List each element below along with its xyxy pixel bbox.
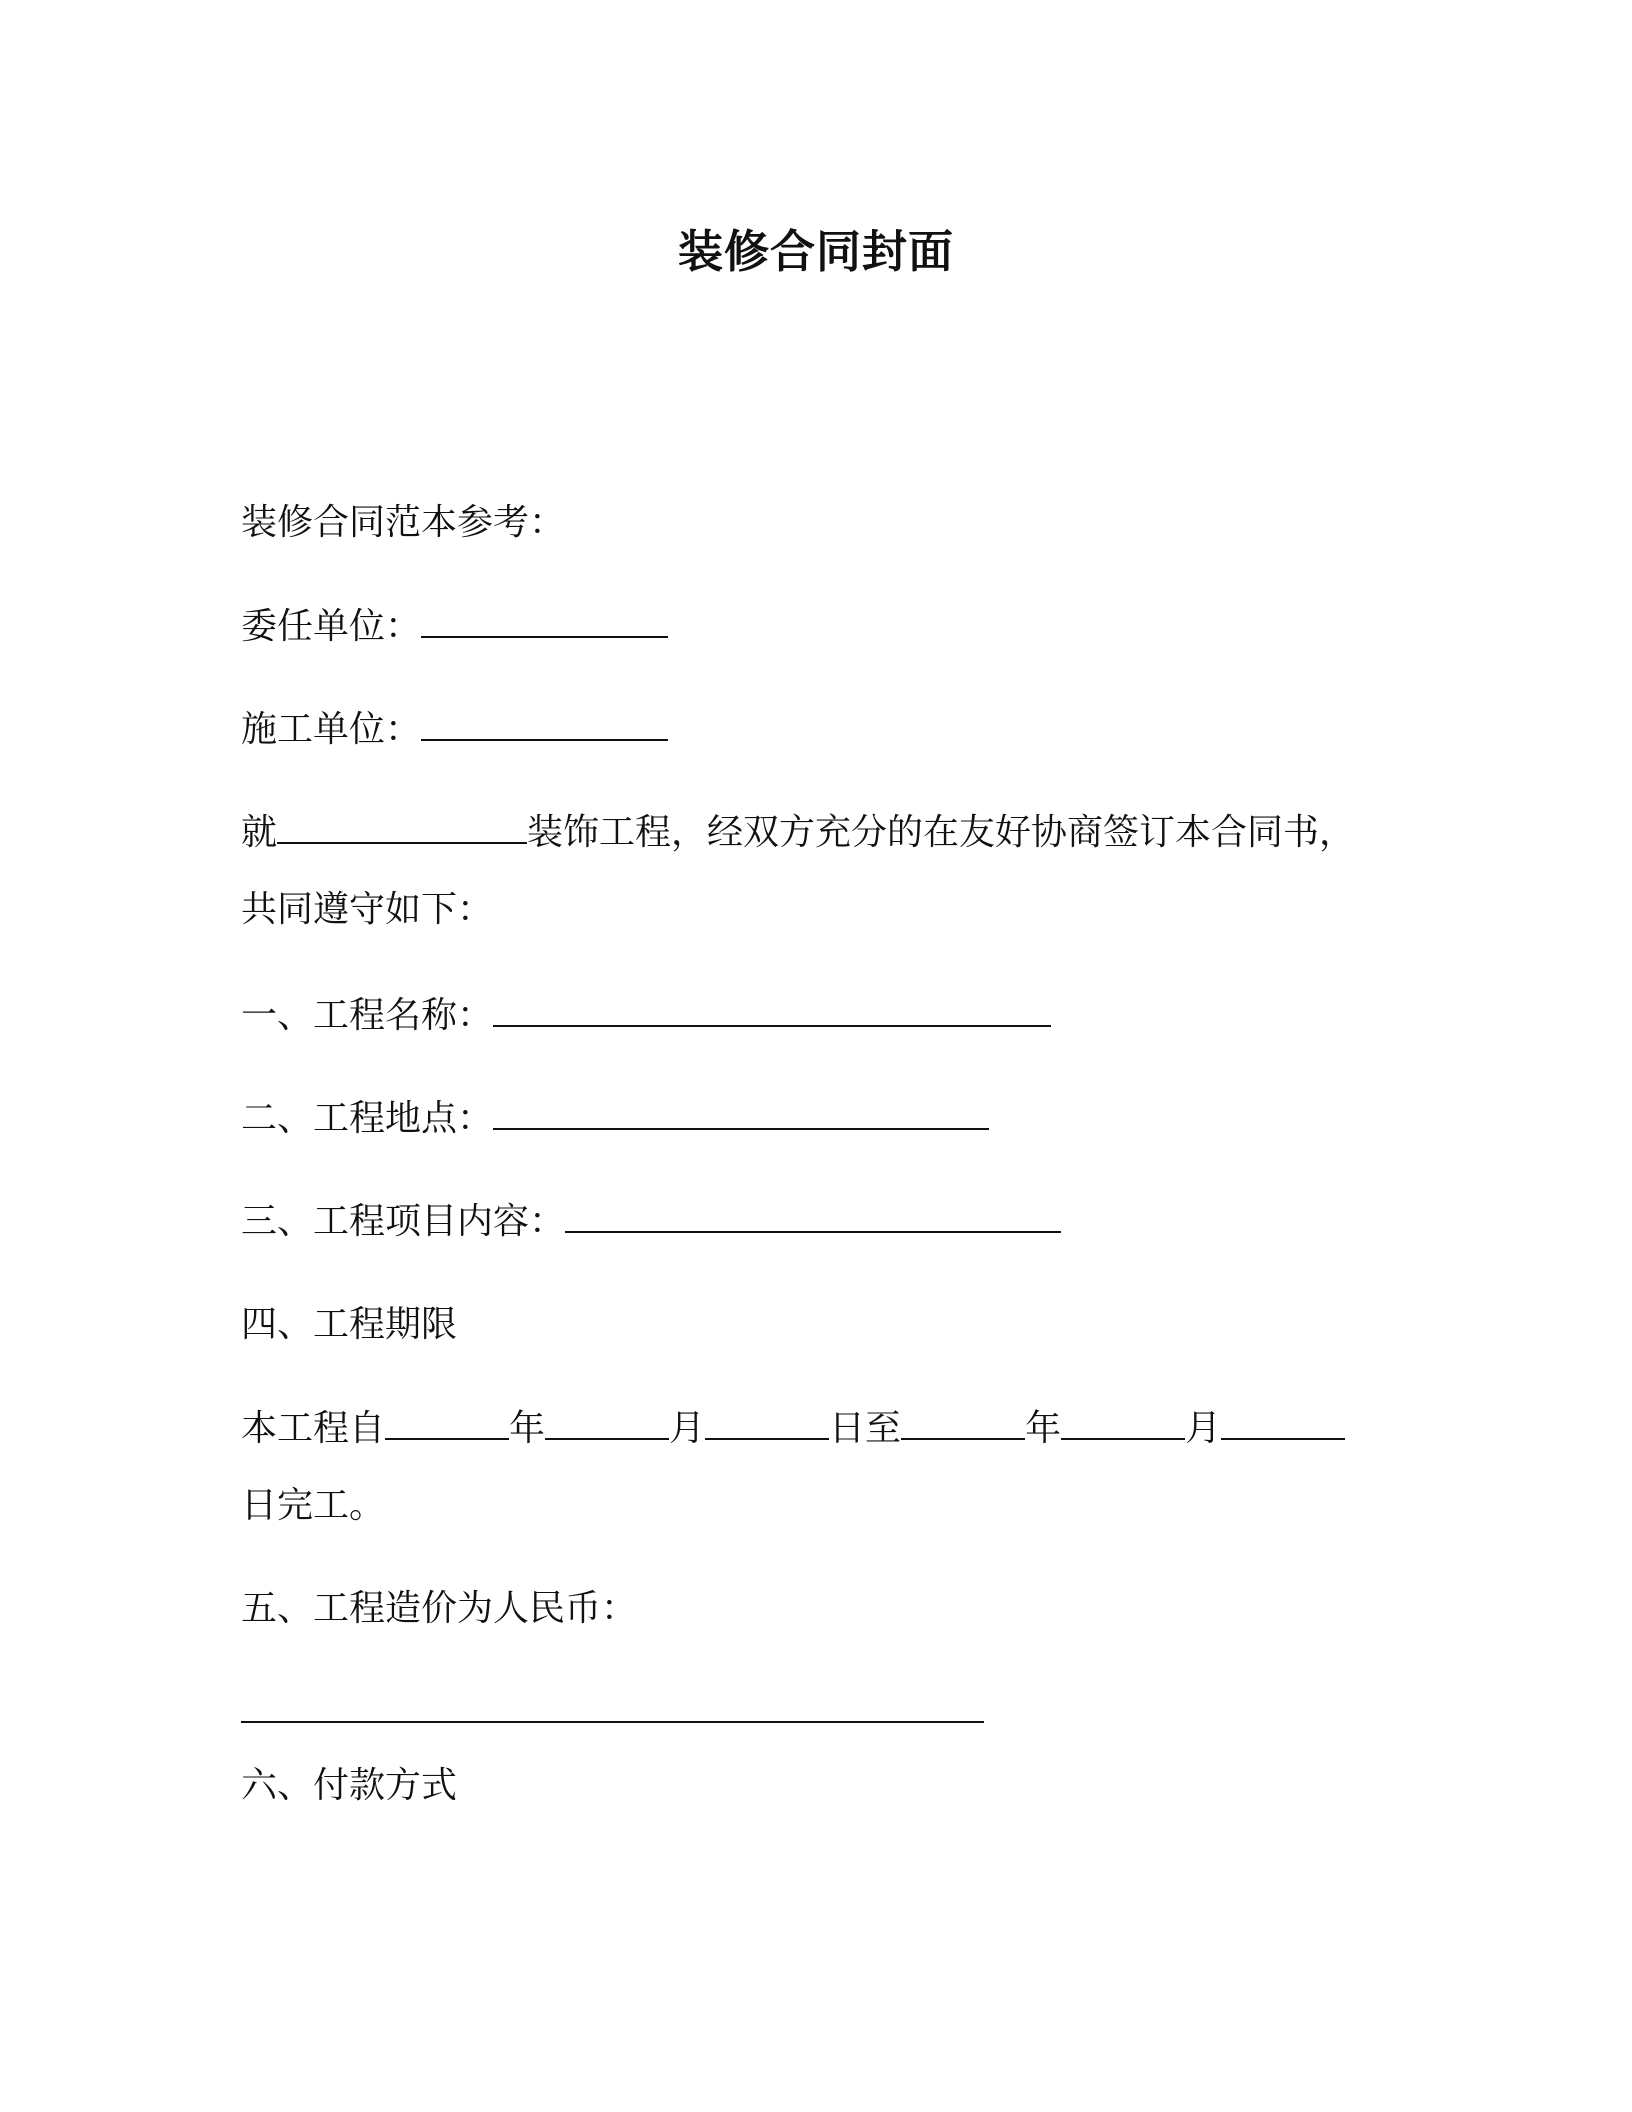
project-content-label: 三、工程项目内容：	[241, 1201, 566, 1242]
project-content-blank	[565, 1201, 1061, 1233]
start-year-unit: 年	[509, 1408, 546, 1449]
client-unit-line	[241, 601, 668, 653]
client-unit-label: 委任单位：	[241, 606, 422, 647]
project-name-blank	[493, 995, 1051, 1027]
completion-line: 日完工。	[241, 1485, 386, 1526]
project-blank	[277, 812, 527, 844]
payment-method-heading: 六、付款方式	[241, 1765, 458, 1806]
project-cost-blank-line	[241, 1686, 984, 1738]
project-cost-blank	[241, 1691, 984, 1723]
end-month-unit: 月	[1185, 1408, 1222, 1449]
document-title: 装修合同封面	[677, 225, 954, 278]
project-cost-heading: 五、工程造价为人民币：	[241, 1588, 638, 1629]
start-year-blank	[385, 1408, 509, 1440]
intro-line: 装修合同范本参考：	[241, 502, 566, 543]
client-unit-blank	[421, 606, 668, 638]
agreement-prefix: 就	[241, 812, 278, 853]
project-period-heading: 四、工程期限	[241, 1304, 458, 1345]
contractor-unit-label: 施工单位：	[241, 709, 422, 750]
start-day-unit: 日至	[829, 1408, 902, 1449]
end-year-unit: 年	[1025, 1408, 1062, 1449]
period-prefix: 本工程自	[241, 1408, 386, 1449]
agreement-continuation: 共同遵守如下：	[241, 889, 494, 930]
agreement-text: 装饰工程，经双方充分的在友好协商签订本合同书，	[527, 812, 1356, 853]
period-dates-line	[241, 1403, 1345, 1455]
end-year-blank	[901, 1408, 1025, 1440]
project-name-line	[241, 990, 1051, 1042]
project-content-line	[241, 1196, 1061, 1248]
project-location-label: 二、工程地点：	[241, 1098, 494, 1139]
start-day-blank	[705, 1408, 829, 1440]
start-month-unit: 月	[669, 1408, 706, 1449]
end-month-blank	[1061, 1408, 1185, 1440]
project-location-line	[241, 1093, 989, 1145]
project-name-label: 一、工程名称：	[241, 995, 494, 1036]
contractor-unit-blank	[421, 709, 668, 741]
end-day-blank	[1221, 1408, 1345, 1440]
agreement-line	[241, 807, 1355, 859]
start-month-blank	[545, 1408, 669, 1440]
contractor-unit-line	[241, 704, 668, 756]
project-location-blank	[493, 1098, 989, 1130]
